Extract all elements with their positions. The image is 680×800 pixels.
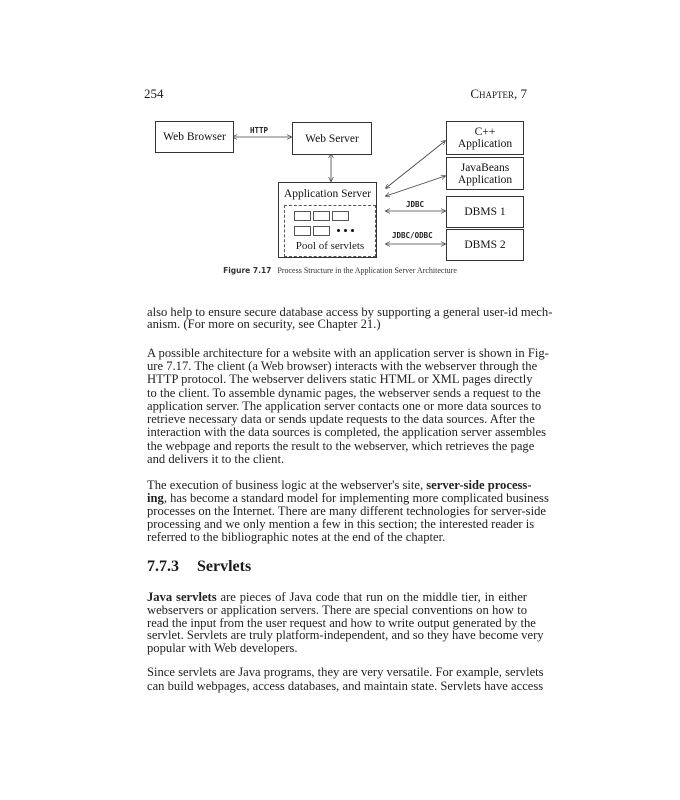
ellipsis-dot	[337, 229, 340, 232]
ellipsis-dot	[344, 229, 347, 232]
box-line: Application	[457, 138, 513, 150]
cpp-application-box	[446, 121, 524, 155]
ellipsis-dot	[351, 229, 354, 232]
text-line: application server. The application server contacts one or more data sources to	[147, 399, 542, 413]
web-server-box: Web Server	[292, 122, 372, 155]
text-line	[147, 590, 527, 604]
text-line: also help to ensure secure database access by supporting a general user-id mech-	[147, 305, 553, 319]
box-line: JavaBeans	[460, 161, 510, 174]
text-line: referred to the bibliographic notes at the end of the chapter.	[147, 530, 446, 544]
section-number: 7.7.3	[147, 558, 179, 575]
pool-label: Pool of servlets	[295, 240, 365, 252]
jdbc-label: JDBC	[406, 200, 425, 209]
text-line: and delivers it to the client.	[147, 452, 285, 466]
text-line: interaction with the data sources is completed, the application server assembles	[147, 425, 547, 439]
servlet-slot	[332, 211, 349, 221]
term-java-servlets: Java servlets	[147, 590, 217, 604]
servlet-slot	[313, 226, 330, 236]
text-line: processing and we only mention a few in this section; the interested reader is	[147, 517, 535, 531]
text-line: Since servlets are Java programs, they are very versatile. For example, servlets	[147, 665, 544, 679]
web-browser-box: Web Browser	[155, 121, 234, 153]
figure-caption	[0, 266, 680, 275]
page-number: 254	[144, 86, 164, 101]
jdbc-odbc-label: JDBC/ODBC	[392, 231, 433, 240]
text-line: read the input from the user request and how to write output generated by the	[147, 616, 536, 630]
term-continuation: ing	[147, 491, 164, 505]
term-server-side-processing: server-side process-	[426, 478, 532, 492]
application-server-label: Application Server	[283, 188, 372, 200]
dbms1-box: DBMS 1	[446, 196, 524, 228]
text-line	[147, 491, 549, 505]
caption-text: Process Structure in the Application Server Architecture	[277, 266, 457, 275]
text-line: A possible architecture for a website with an application server is shown in Fig-	[147, 346, 549, 360]
http-label: HTTP	[250, 126, 269, 135]
text-line: servlet. Servlets are truly platform-independent, and so they have become very	[147, 628, 544, 642]
text-line: to the client. To assemble dynamic pages, the webserver sends a request to the	[147, 386, 541, 400]
dbms2-box: DBMS 2	[446, 229, 524, 261]
caption-number: Figure 7.17	[223, 266, 272, 275]
box-line: Application	[457, 173, 513, 186]
text-line: processes on the Internet. There are many different technologies for server-side	[147, 504, 546, 518]
text-line: retrieve necessary data or sends update requests to the data sources. After the	[147, 412, 535, 426]
text-line: HTTP protocol. The webserver delivers static HTML or XML pages directly	[147, 372, 533, 386]
servlet-slot	[294, 226, 311, 236]
text-line: anism. (For more on security, see Chapter 21.)	[147, 317, 381, 331]
text-line: webservers or application servers. There are special conventions on how to	[147, 603, 527, 617]
javabeans-application-box	[446, 157, 524, 190]
text-line: the webpage and reports the result to the webserver, which retrieves the page	[147, 439, 535, 453]
section-title: Servlets	[197, 558, 252, 575]
text-run: , has become a standard model for implementing more complicated business	[163, 491, 549, 505]
chapter-header: Chapter, 7	[470, 86, 527, 101]
text-line: ure 7.17. The client (a Web browser) interacts with the webserver through the	[147, 359, 538, 373]
text-run: The execution of business logic at the webserver's site,	[147, 478, 427, 492]
box-line: C++	[474, 126, 496, 138]
text-line: popular with Web developers.	[147, 641, 298, 655]
servlet-slot	[313, 211, 330, 221]
servlet-slot	[294, 211, 311, 221]
text-line: can build webpages, access databases, and maintain state. Servlets have access	[147, 679, 544, 693]
text-run: are pieces of Java code that run on the middle tier, in either	[216, 590, 527, 604]
servlet-pool	[284, 205, 376, 257]
section-heading	[147, 558, 269, 576]
text-line	[147, 478, 532, 492]
